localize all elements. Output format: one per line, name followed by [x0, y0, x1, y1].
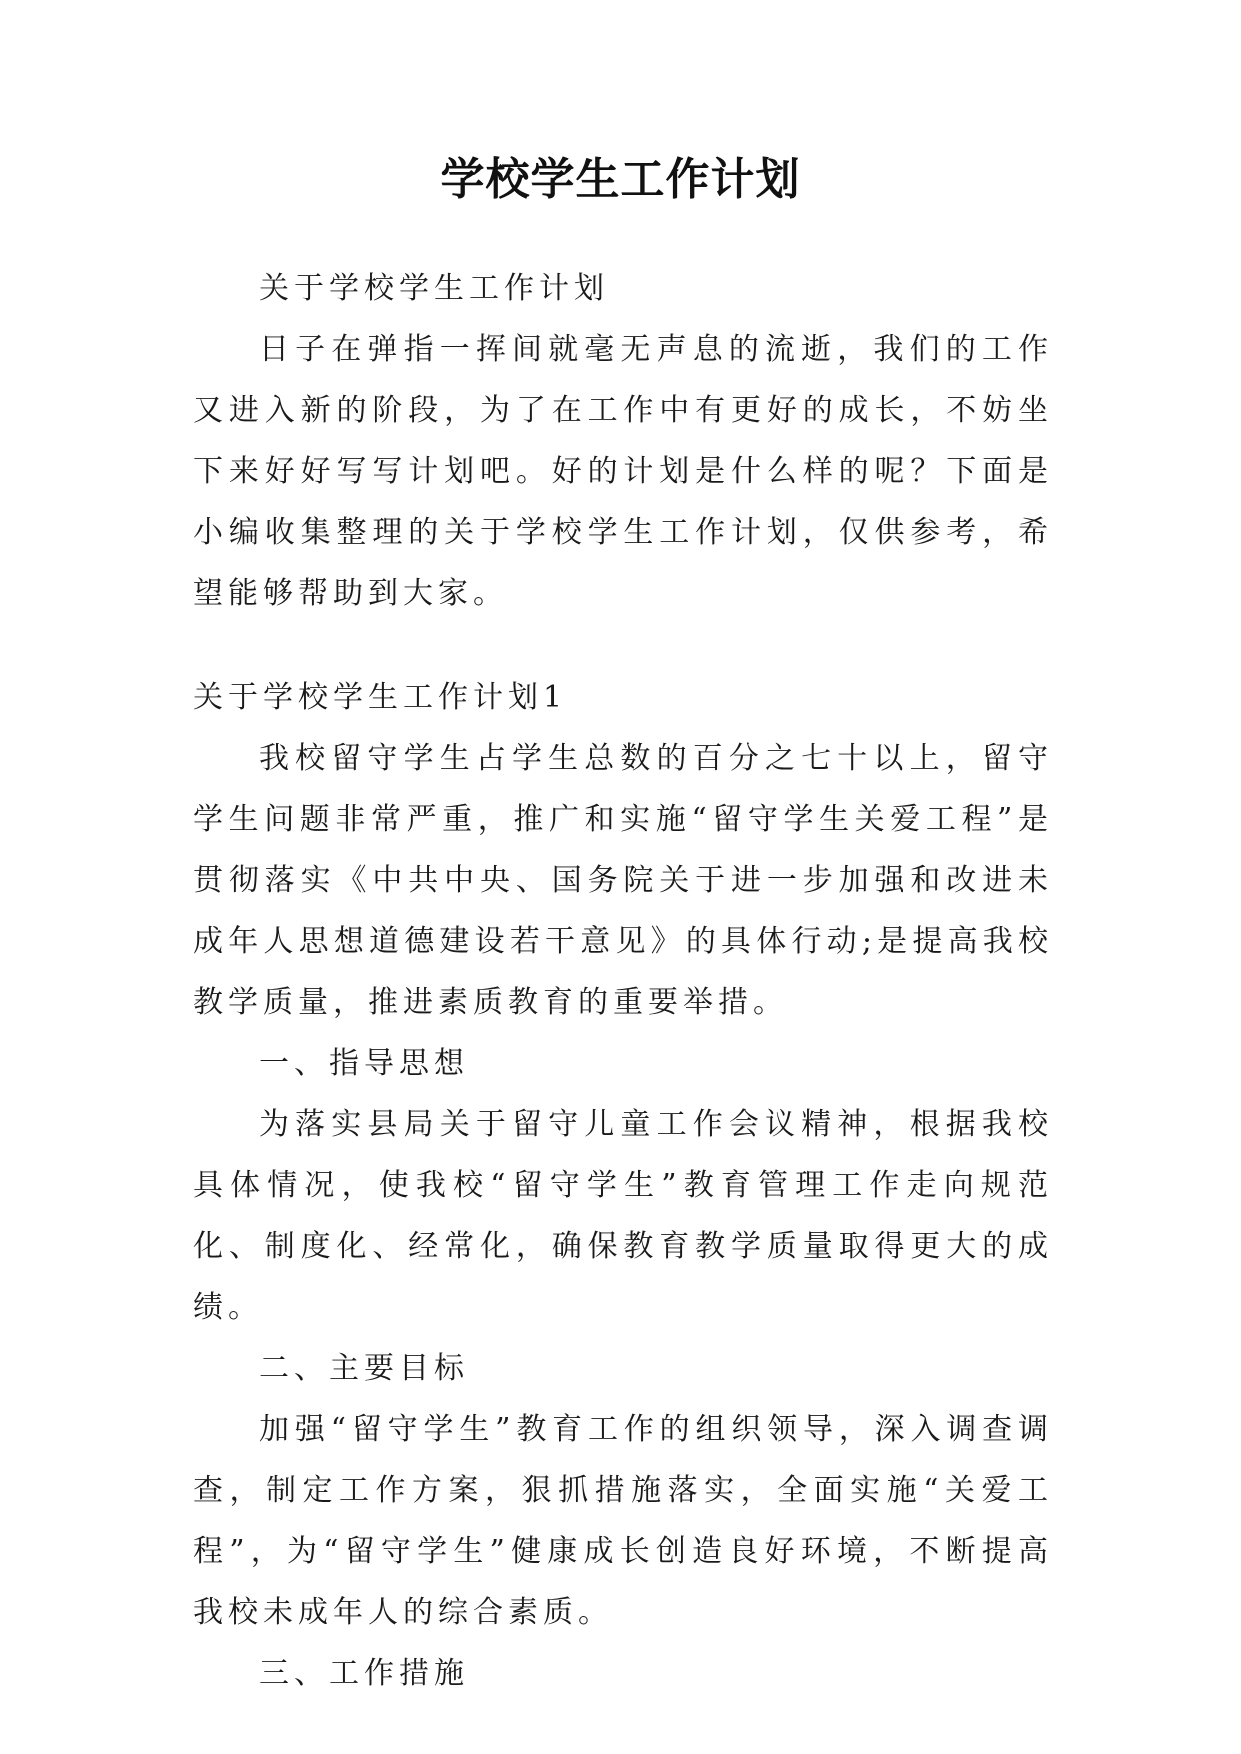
heading-guiding-ideology: 一、指导思想	[259, 1046, 469, 1081]
section-heading-plan-1: 关于学校学生工作计划1	[193, 680, 568, 715]
heading-main-goals: 二、主要目标	[259, 1351, 469, 1386]
section-gap	[193, 624, 1053, 667]
document-body	[193, 258, 1053, 1704]
heading-work-measures: 三、工作措施	[259, 1656, 469, 1691]
background-paragraph: 我校留守学生占学生总数的百分之七十以上，留守学生问题非常严重，推广和实施“留守学生关爱工程”是贯彻落实《中共中央、国务院关于进一步加强和改进未成年人思想道德建设若干意见》的具体行动;是提高我校教学质量，推进素质教育的重要举措。	[193, 741, 1053, 1020]
intro-heading: 关于学校学生工作计划	[259, 271, 609, 306]
intro-paragraph: 日子在弹指一挥间就毫无声息的流逝，我们的工作又进入新的阶段，为了在工作中有更好的成长，不妨坐下来好好写写计划吧。好的计划是什么样的呢？下面是小编收集整理的关于学校学生工作计划，仅供参考，希望能够帮助到大家。	[193, 332, 1053, 611]
main-goals-paragraph: 加强“留守学生”教育工作的组织领导，深入调查调查，制定工作方案，狠抓措施落实，全面实施“关爱工程”，为“留守学生”健康成长创造良好环境，不断提高我校未成年人的综合素质。	[193, 1412, 1053, 1630]
guiding-ideology-paragraph: 为落实县局关于留守儿童工作会议精神，根据我校具体情况，使我校“留守学生”教育管理工作走向规范化、制度化、经常化，确保教育教学质量取得更大的成绩。	[193, 1107, 1053, 1325]
document-title: 学校学生工作计划	[440, 154, 801, 205]
